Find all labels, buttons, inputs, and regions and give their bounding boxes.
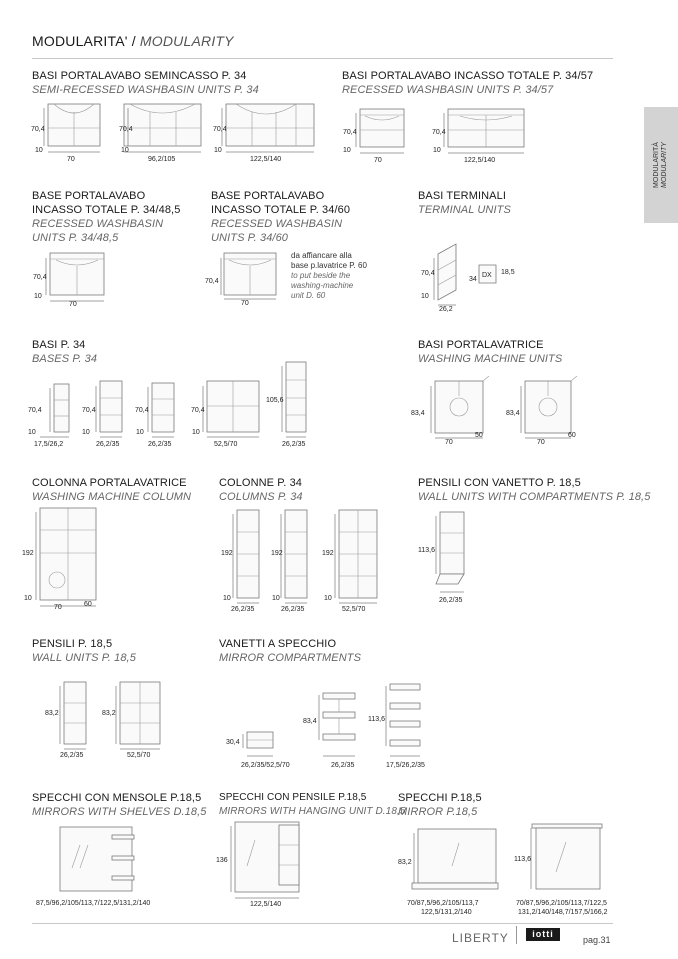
dim-width: 17,5/26,2/35 (386, 762, 425, 769)
page-title-separator: / (127, 33, 140, 49)
section-title: BASI PORTALAVATRICE (418, 339, 544, 351)
dim-width: 70 (537, 439, 545, 446)
dim-height: 105,6 (266, 397, 284, 404)
footer-separator (516, 926, 517, 944)
dim-height: 192 (322, 550, 334, 557)
page-number: pag.31 (583, 935, 611, 945)
dim-height: 83,4 (411, 410, 425, 417)
unit-drawing (432, 109, 524, 164)
dim-width: 122,5/140 (250, 901, 282, 908)
dim-width: 122,5/140 (250, 156, 282, 163)
dim-plinth: 10 (192, 429, 200, 436)
dim-height: 70,4 (135, 407, 149, 414)
page-title-it: MODULARITA' (32, 33, 128, 49)
unit-drawing (135, 383, 174, 448)
section-title: PENSILI P. 18,5 (32, 638, 113, 650)
section-subtitle-line1: RECESSED WASHBASIN (211, 218, 343, 230)
dim-height: 83,4 (303, 718, 317, 725)
note-it-line2: base p.lavatrice P. 60 (291, 261, 367, 270)
dim-height: 83,2 (45, 710, 59, 717)
section-title: BASI PORTALAVABO INCASSO TOTALE P. 34/57 (342, 70, 594, 82)
section-subtitle: WALL UNITS P. 18,5 (32, 652, 136, 664)
dim-side: 18,5 (501, 269, 515, 276)
section-title: BASI P. 34 (32, 339, 86, 351)
side-tab-it: MODULARITÀ (653, 142, 660, 188)
section-subtitle: MIRROR COMPARTMENTS (219, 652, 362, 664)
section-subtitle: WASHING MACHINE UNITS (418, 353, 563, 365)
dim-height: 70,4 (213, 126, 227, 133)
section-title: COLONNE P. 34 (219, 477, 303, 489)
dim-plinth: 10 (121, 147, 129, 154)
dim-width: 26,2/35/52,5/70 (241, 762, 290, 769)
section-title: COLONNA PORTALAVATRICE (32, 477, 187, 489)
dim-height: 70,4 (33, 274, 47, 281)
dim-width: 26,2/35 (60, 752, 84, 759)
dim-height: 113,6 (368, 716, 385, 723)
dim-width: 17,5/26,2 (34, 441, 64, 448)
column-drawing (221, 510, 259, 613)
unit-drawing (191, 381, 259, 448)
dim-width: 122,5/140 (464, 157, 496, 164)
column-drawing (322, 510, 377, 613)
page-title-en: MODULARITY (139, 33, 234, 49)
dim-height: 192 (22, 550, 34, 557)
section-title-line2: INCASSO TOTALE P. 34/60 (211, 204, 351, 216)
dim-height: 70,4 (82, 407, 96, 414)
dim-height: 83,2 (102, 710, 116, 717)
unit-drawing (343, 109, 404, 164)
section-title: SPECCHI CON MENSOLE P.18,5 (32, 792, 202, 804)
section-subtitle: WALL UNITS WITH COMPARTMENTS P. 18,5 (418, 491, 651, 503)
unit-drawing (205, 253, 276, 307)
section-subtitle: SEMI-RECESSED WASHBASIN UNITS P. 34 (32, 84, 259, 96)
dim-width: 70 (241, 300, 249, 307)
dim-width: 26,2/35 (439, 597, 463, 604)
section-title: SPECCHI CON PENSILE P.18,5 (219, 792, 367, 803)
dim-height: 70,4 (28, 407, 42, 414)
section-subtitle: COLUMNS P. 34 (219, 491, 303, 503)
dim-height: 83,4 (506, 410, 520, 417)
dim-plinth: 10 (433, 147, 441, 154)
note-it-line1: da affiancare alla (291, 251, 352, 260)
mirror-compartment-drawing (226, 732, 290, 769)
wall-unit-drawing (102, 682, 160, 759)
mirror-compartment-drawing (368, 684, 425, 769)
dim-width: 70 (67, 156, 75, 163)
dim-plinth: 10 (214, 147, 222, 154)
washing-unit-drawing (506, 376, 577, 446)
dim-plinth: 10 (24, 595, 32, 602)
mirror-hanging-drawing (216, 822, 299, 908)
dim-width: 26,2/35 (148, 441, 172, 448)
dim-width-line2: 131,2/140/148,7/157,5/166,2 (518, 909, 608, 916)
section-subtitle: RECESSED WASHBASIN UNITS P. 34/57 (342, 84, 554, 96)
dim-width: 26,2/35 (282, 441, 306, 448)
dim-height: 192 (221, 550, 233, 557)
unit-drawing (82, 381, 122, 448)
dim-width: 26,2/35 (96, 441, 120, 448)
note-en-line3: unit D. 60 (291, 291, 326, 300)
section-subtitle-line2: UNITS P. 34/60 (211, 232, 289, 244)
dim-width: 26,2/35 (331, 762, 355, 769)
dim-plinth: 10 (82, 429, 90, 436)
section-subtitle: BASES P. 34 (32, 353, 98, 365)
dim-width: 26,2/35 (281, 606, 305, 613)
note-en-line1: to put beside the (291, 271, 351, 280)
dim-depth: 60 (84, 601, 92, 608)
section-subtitle: TERMINAL UNITS (418, 204, 511, 216)
mirror-drawing (514, 824, 608, 916)
section-title-line2: INCASSO TOTALE P. 34/48,5 (32, 204, 181, 216)
footer-divider (32, 923, 613, 924)
dim-depth: 50 (475, 432, 483, 439)
dim-width: 70 (445, 439, 453, 446)
unit-drawing (213, 104, 314, 163)
section-subtitle: MIRROR P.18,5 (398, 806, 478, 818)
dim-height: 113,6 (514, 856, 531, 863)
dim-width: 52,5/70 (214, 441, 238, 448)
section-title: PENSILI CON VANETTO P. 18,5 (418, 477, 581, 489)
dim-height: 136 (216, 857, 228, 864)
dim-width: 52,5/70 (342, 606, 366, 613)
dim-width: 70 (374, 157, 382, 164)
dim-width: 26,2 (439, 306, 453, 313)
mirror-drawing (398, 829, 498, 916)
dim-width: 96,2/105 (148, 156, 176, 163)
terminal-unit-drawing (421, 244, 515, 313)
dim-plinth: 10 (34, 293, 42, 300)
unit-drawing (33, 253, 104, 308)
mirror-compartment-drawing (303, 693, 355, 769)
dim-plinth: 10 (35, 147, 43, 154)
dim-plinth: 10 (136, 429, 144, 436)
dim-width-line1: 70/87,5/96,2/105/113,7 (407, 900, 479, 907)
dim-height: 70,4 (432, 129, 446, 136)
dim-height: 113,6 (418, 547, 435, 554)
dim-width: 87,5/96,2/105/113,7/122,5/131,2/140 (36, 900, 151, 907)
unit-drawing (266, 362, 306, 448)
dim-width: 70 (54, 604, 62, 611)
dim-plinth: 10 (272, 595, 280, 602)
section-title-line1: BASE PORTALAVABO (211, 190, 325, 202)
dim-height: 70,4 (343, 129, 357, 136)
dim-height: 83,2 (398, 859, 412, 866)
section-title: VANETTI A SPECCHIO (219, 638, 337, 650)
wall-unit-compartment-drawing (418, 512, 464, 604)
dim-depth: 34 (469, 276, 477, 283)
unit-drawing (28, 384, 69, 448)
section-title: BASI PORTALAVABO SEMINCASSO P. 34 (32, 70, 247, 82)
column-drawing (271, 510, 307, 613)
dim-width: 52,5/70 (127, 752, 151, 759)
wall-unit-drawing (45, 682, 86, 759)
dim-plinth: 10 (28, 429, 36, 436)
dim-height: 192 (271, 550, 283, 557)
dim-width: 26,2/35 (231, 606, 255, 613)
dim-plinth: 10 (324, 595, 332, 602)
unit-drawing (31, 104, 100, 163)
terminal-dx: DX (482, 272, 492, 279)
section-subtitle-line1: RECESSED WASHBASIN (32, 218, 164, 230)
dim-height: 70,4 (205, 278, 219, 285)
washing-unit-drawing (411, 376, 489, 446)
dim-height: 70,4 (421, 270, 435, 277)
section-subtitle-line2: UNITS P. 34/48,5 (32, 232, 119, 244)
iotti-logo: iotti (526, 928, 560, 941)
dim-depth: 60 (568, 432, 576, 439)
dim-width-line1: 70/87,5/96,2/105/113,7/122,5 (516, 900, 607, 907)
dim-plinth: 10 (343, 147, 351, 154)
mirror-shelves-drawing (36, 827, 150, 907)
washing-column-drawing (22, 508, 96, 611)
dim-width-line2: 122,5/131,2/140 (421, 909, 472, 916)
section-subtitle: WASHING MACHINE COLUMN (32, 491, 192, 503)
section-subtitle: MIRRORS WITH SHELVES D.18,5 (32, 806, 207, 818)
unit-drawing (119, 104, 201, 163)
side-tab-en: MODULARITY (661, 142, 668, 188)
dim-height: 70,4 (191, 407, 205, 414)
section-title-line1: BASE PORTALAVABO (32, 190, 146, 202)
footer-brand: LIBERTY (452, 931, 509, 945)
section-title: SPECCHI P.18,5 (398, 792, 482, 804)
dim-height: 70,4 (31, 126, 45, 133)
dim-width: 70 (69, 301, 77, 308)
dim-plinth: 10 (223, 595, 231, 602)
section-subtitle: MIRRORS WITH HANGING UNIT D.18,5 (219, 806, 406, 817)
dim-plinth: 10 (421, 293, 429, 300)
dim-height: 70,4 (119, 126, 133, 133)
dim-height: 30,4 (226, 739, 240, 746)
section-title: BASI TERMINALI (418, 190, 506, 202)
note-en-line2: washing-machine (291, 281, 354, 290)
